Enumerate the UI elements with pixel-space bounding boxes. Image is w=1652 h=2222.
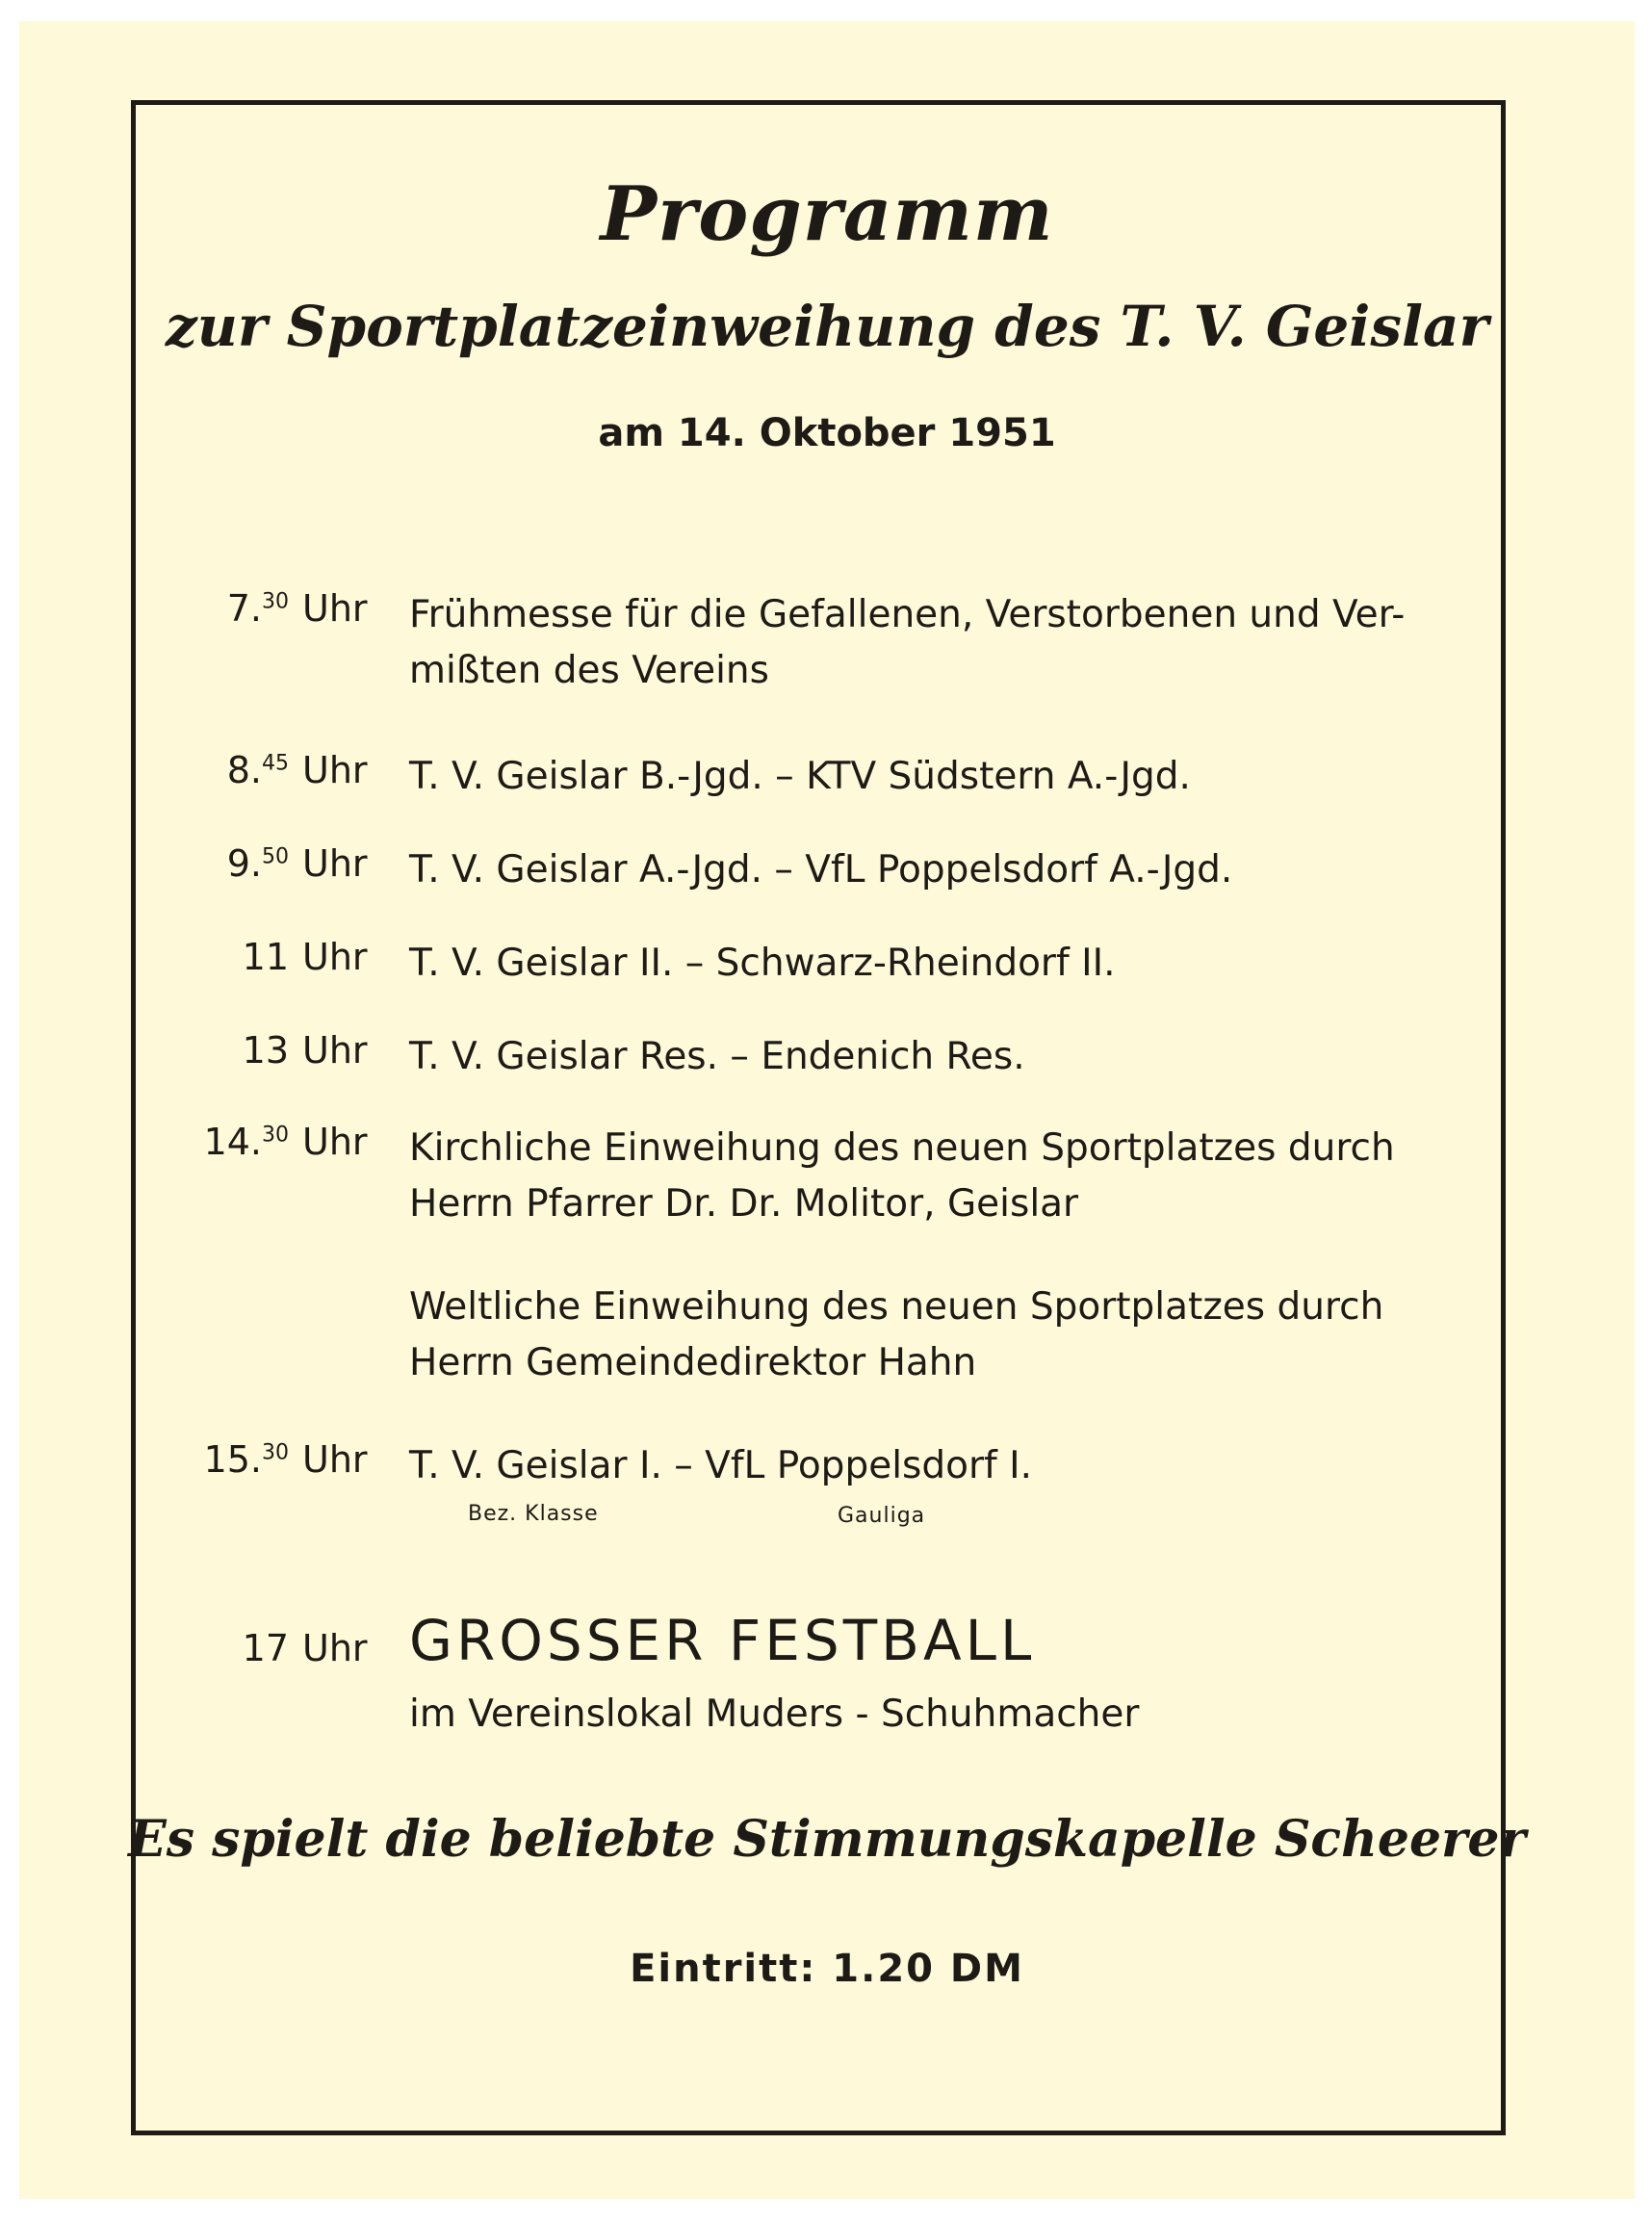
item-description: Kirchliche Einweihung des neuen Sportplatzes durch Herrn Pfarrer Dr. Dr. Molitor, Geislar (409, 1126, 1395, 1226)
item-description: Frühmesse für die Gefallenen, Verstorbenen und Ver- mißten des Vereins (409, 593, 1406, 692)
time-label: 11 Uhr (242, 936, 368, 978)
music-note: Es spielt die beliebte Stimmungskapelle Scheerer (128, 1810, 1526, 1869)
time-label: 9.50 Uhr (226, 842, 368, 885)
time-label: 8.45 Uhr (226, 749, 368, 791)
item-description: T. V. Geislar B.-Jgd. – KTV Südstern A.-Jgd. (409, 755, 1191, 798)
time-label: 14.30 Uhr (203, 1121, 368, 1163)
league-note: Gauliga (838, 1504, 926, 1528)
league-note: Bez. Klasse (468, 1502, 599, 1526)
time-label: 15.30 Uhr (203, 1438, 368, 1481)
item-description: T. V. Geislar Res. – Endenich Res. (409, 1035, 1025, 1078)
event-date: am 14. Oktober 1951 (598, 411, 1056, 455)
festball-location: im Vereinslokal Muders - Schuhmacher (409, 1692, 1140, 1736)
item-description: Weltliche Einweihung des neuen Sportplatzes durch Herrn Gemeindedirektor Hahn (409, 1285, 1384, 1384)
time-label: 17 Uhr (242, 1627, 368, 1669)
entry-price: Eintritt: 1.20 DM (630, 1947, 1024, 1991)
festball-title: GROSSER FESTBALL (409, 1608, 1036, 1673)
program-sheet (19, 21, 1635, 2199)
item-description: T. V. Geislar A.-Jgd. – VfL Poppelsdorf A.-Jgd. (409, 848, 1233, 891)
time-label: 7.30 Uhr (226, 587, 368, 630)
item-description: T. V. Geislar I. – VfL Poppelsdorf I. (409, 1444, 1033, 1487)
item-description: T. V. Geislar II. – Schwarz-Rheindorf II. (409, 942, 1116, 985)
time-label: 13 Uhr (242, 1029, 368, 1072)
program-subtitle: zur Sportplatzeinweihung des T. V. Geislar (165, 294, 1489, 359)
program-title: Programm (600, 170, 1054, 258)
